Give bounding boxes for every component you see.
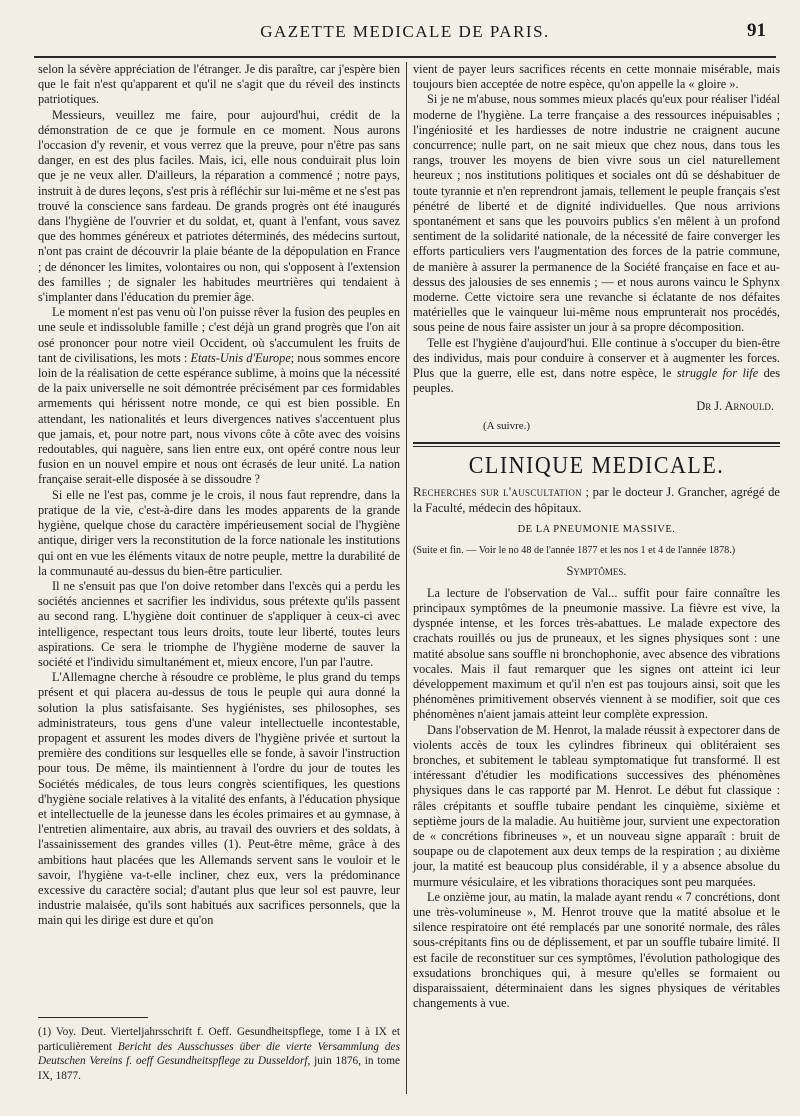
paragraph: selon la sévère appréciation de l'étranger. Je dis paraître, car j'espère bien que le fait n'est qu'apparent et qu'il ne s'agit que du réveil des instincts patriotiques. (38, 62, 400, 107)
left-column (38, 62, 400, 929)
column-divider (406, 62, 407, 1094)
running-title: GAZETTE MEDICALE DE PARIS. (260, 22, 550, 41)
paragraph: Si je ne m'abuse, nous sommes mieux placés qu'eux pour réaliser l'idéal moderne de l'hygiène. La terre française a des ressources inépuisables ; l'ingéniosité et les hardiesses de notre industrie ne craignent aucune concurrence; nulle part, on ne sait mieux que chez nous, dans tous les rangs, trouver les moyens de bien vivre sous un ciel naturellement heureux ; nos institutions politiques et sociales ont dû se déshabituer de toute tyrannie et n'en reprendront jamais, tellement le peuple français s'est pénétré de liberté et de dignité individuelles. Que nous arrivions spontanément et sans que les pouvoirs publics s'en mêlent à un profond sentiment de la solidarité nationale, de la nécessité de faire converger les efforts particuliers vers l'augmentation des forces de la patrie commune, de manière à assurer la permanence de la Société française en face et au-dessus des jalousies de ses ennemis ; — et nous aurons vaincu le Sphynx moderne. Cette victoire sera une revanche si éclatante de nos défaites matérielles que le vainqueur lui-même nous emprunterait nos procédés, sous peine de nous faire assister un jour à sa propre décomposition. (413, 92, 780, 335)
article-heading (413, 484, 780, 516)
paragraph: L'Allemagne cherche à résoudre ce problème, le plus grand du temps présent et qui placera au-dessus de tous le peuple qui aura donné la solution la plus satisfaisante. Ses hygiénistes, ses philosophes, ses administrateurs, tous gens d'une valeur intellectuelle incontestable, propagent et assurent les modes divers de l'hygiène privée et surtout la première des conditions sur lesquelles elle se fonde, à savoir l'instruction pour tous. De même, ils maintiennent à l'ordre du jour de toutes les Sociétés médicales, de tous leurs congrès scientifiques, les questions d'hygiène sociale relatives à la vitalité des enfants, à l'éducation physique et intellectuelle de la jeunesse dans les écoles primaires et au gymnase, à l'entretien alimentaire, aux abris, au travail des ouvriers et des soldats, à l'assainissement des grandes villes (1). Peut-être même, grâce à des ambitions haut placées que les Allemands servent sans le vouloir et le savoir, l'hygiène va-t-elle incliner, chez eux, vers la prédominance excessive du caractère social; d'autant plus que leur sol est pauvre, leur industrie malaisée, qu'ils sont habitués aux sacrifices personnels, que la main qui les dirige est dure et qu'on (38, 670, 400, 928)
paragraph: La lecture de l'observation de Val... suffit pour faire connaître les principaux symptômes de la pneumonie massive. La fièvre est vive, la dyspnée intense, et les forces très-abattues. Le malade expectore des crachats rouillés ou jus de pruneaux, et les signes physiques sont : une matité absolue sans souffle ni bronchophonie, avec absence des vibrations vocales. Mais il faut remarquer que les signes ont atteint ici leur développement maximum et qu'il n'en est pas toujours ainsi, soit que les phénomènes primitivement observés viennent à se modifier, soit que ces phénomènes n'aient jamais atteint leur complète expression. (413, 585, 780, 722)
emphasis: Etats-Unis d'Europe (190, 350, 291, 365)
paragraph: vient de payer leurs sacrifices récents en cette monnaie misérable, mais toujours bien acceptée de notre espèce, qu'on appelle la « gloire ». (413, 62, 780, 92)
emphasis: Bericht des Ausschusses über die vierte Versammlung des Deutschen Vereins f. oeff Gesundheitspflege zu Dusseldorf (38, 1040, 400, 1067)
text-run: Le moment n'est pas venu où l'on puisse rêver la fusion des peuples en une seule et indissoluble famille ; c'est déjà un grand progrès que l'on ait osé prononcer pour notre vieil Occident, où s'accumulent les fruits de tant de civilisations, les mots : (38, 305, 400, 365)
section-rule (413, 442, 780, 444)
footnote-rule (38, 1017, 148, 1018)
text-run: des peuples. (413, 366, 781, 396)
reference-note: (Suite et fin. — Voir le no 48 de l'année 1877 et les nos 1 et 4 de l'année 1878.) (413, 545, 736, 557)
paragraph: Dans l'observation de M. Henrot, la malade réussit à expectorer dans de violents accès de toux les cylindres fibrineux qui oblitéraient ses bronches, et subitement le tableau symptomatique fut transformé. Il est intéressant d'étudier les modifications successives des phénomènes physiques dans le cas rapporté par M. Henrot. Le début fut classique : râles crépitants et souffle tubaire pendant les cinquième, sixième et septième jours de la maladie. Au huitième jour, survient une expectoration de « concrétions fibrineuses », et un nouveau signe apparaît : bruit de soupape ou de clapotement aux deux temps de la respiration ; au dixième jour, la matité est beaucoup plus considérable, il y a absence absolue du murmure vésiculaire, et les vibrations thoraciques sont peu marquées. (413, 722, 780, 889)
article-title: Recherches sur l'auscultation (413, 485, 582, 500)
article-byline: ; par le docteur J. Grancher, agrégé de la Faculté, médecin des hôpitaux. (413, 485, 780, 516)
page-header (0, 0, 800, 60)
paragraph (413, 336, 780, 397)
section-title: CLINIQUE MEDICALE. (468, 450, 725, 479)
to-be-continued: (A suivre.) (483, 419, 531, 432)
page-number: 91 (747, 20, 766, 41)
text-run: , juin 1876, in tome IX, 1877. (38, 1055, 400, 1082)
text-run: (1) Voy. Deut. Vierteljahrsschrift f. Oeff. Gesundheitspflege, tome I à IX et particulièrement (38, 1026, 400, 1053)
paragraph (38, 305, 400, 487)
article-subheading: DE LA PNEUMONIE MASSIVE. (517, 524, 676, 536)
section-rule (413, 446, 780, 447)
paragraph: Si elle ne l'est pas, comme je le crois, il nous faut reprendre, dans la pratique de la vie, c'est-à-dire dans les modes apparents de la grande hygiène, quelque chose du caractère impérieusement social de l'hygiène antique, diriger vers la reconstitution de la force nationale les institutions qui ont en vue les éléments vitaux de notre peuple, mettre la durabilité de la communauté au-dessus du bien-être particulier. (38, 487, 400, 578)
text-run: Telle est l'hygiène d'aujourd'hui. Elle continue à s'occuper du bien-être des individus, mais pour conduire à conserver et à augmenter les forces. Plus que la guerre, elle est, dans notre espèce, le (413, 335, 780, 381)
paragraph: Il ne s'ensuit pas que l'on doive retomber dans l'excès qui a perdu les sociétés anciennes et sacrifier les individus, sous prétexte qu'ils passent au second rang. L'hygiène doit continuer de s'appliquer à ceux-ci avec intelligence, respectant tous leurs droits, toute leur liberté, toutes leurs aspirations. Ce sera le triomphe de l'hygiène moderne de sauver la société et l'individu simultanément et, mieux encore, l'un par l'autre. (38, 578, 400, 669)
author-signature: Dr J. Arnould. (696, 399, 774, 414)
text-run: ; nous sommes encore loin de la réalisation de cette espérance sublime, à moins que la nécessité de la paix universelle ne soit démontrée précisément par ces formidables armements qui hérissent notre monde, ce qui est bien possible. En attendant, les nationalités et leurs divergences natives s'accentuent plus que jamais, et, pour notre part, nous vivons côte à côte avec des voisins redoutables, qui naguère, sans lien entre eux, ont opéré contre nous leur fusion en un nouvel empire et nous ont écrasés de leur unité. La nation française serait-elle disposée à se dissoudre ? (38, 350, 400, 487)
emphasis: struggle for life (676, 366, 759, 381)
footnote (38, 1025, 400, 1083)
subsection-title: Symptômes. (566, 564, 627, 579)
header-rule (34, 56, 776, 58)
right-column (413, 62, 780, 1011)
paragraph: Le onzième jour, au matin, la malade ayant rendu « 7 concrétions, dont une très-volumineuse », M. Henrot trouve que la matité absolue et le silence respiratoire ont été remplacés par une sonorité normale, des râles sous-crépitants fins ou de déplissement, et par un souffle tubaire limité. Il est facile de reconstituer sur ces symptômes, l'évolution pathologique des exsudations bronchiques qui, à mesure qu'elles se formaient ou disparaissaient, déterminaient dans les signes physiques de véritables changements à vue. (413, 889, 780, 1011)
paragraph: Messieurs, veuillez me faire, pour aujourd'hui, crédit de la démonstration de ce que je formule en ce moment. Nous aurons l'occasion d'y revenir, et vous verrez que la preuve, pour n'être pas sans danger, en est des plus faciles. Mais, ici, elle nous conduirait plus loin que je ne veux aller. D'ailleurs, la réparation a commencé ; notre pays, instruit à de dures leçons, s'est pris à réfléchir sur lui-même et ne s'est pas trouvé la conscience sans fardeau. De grands progrès ont été inaugurés dans l'hygiène de l'ouvrier et du soldat, et, quant à l'enfant, vous savez que des hommes généreux et patriotes déterminés, des médecins surtout, n'ont pas craint de découvrir la plaie béante de la dépopulation en France ; de dénoncer les limites, volontaires ou non, qui s'opposent à l'extension des familles ; de signaler les habitudes meurtrières qui tendaient à s'implanter dans l'éducation du premier âge. (38, 107, 400, 305)
